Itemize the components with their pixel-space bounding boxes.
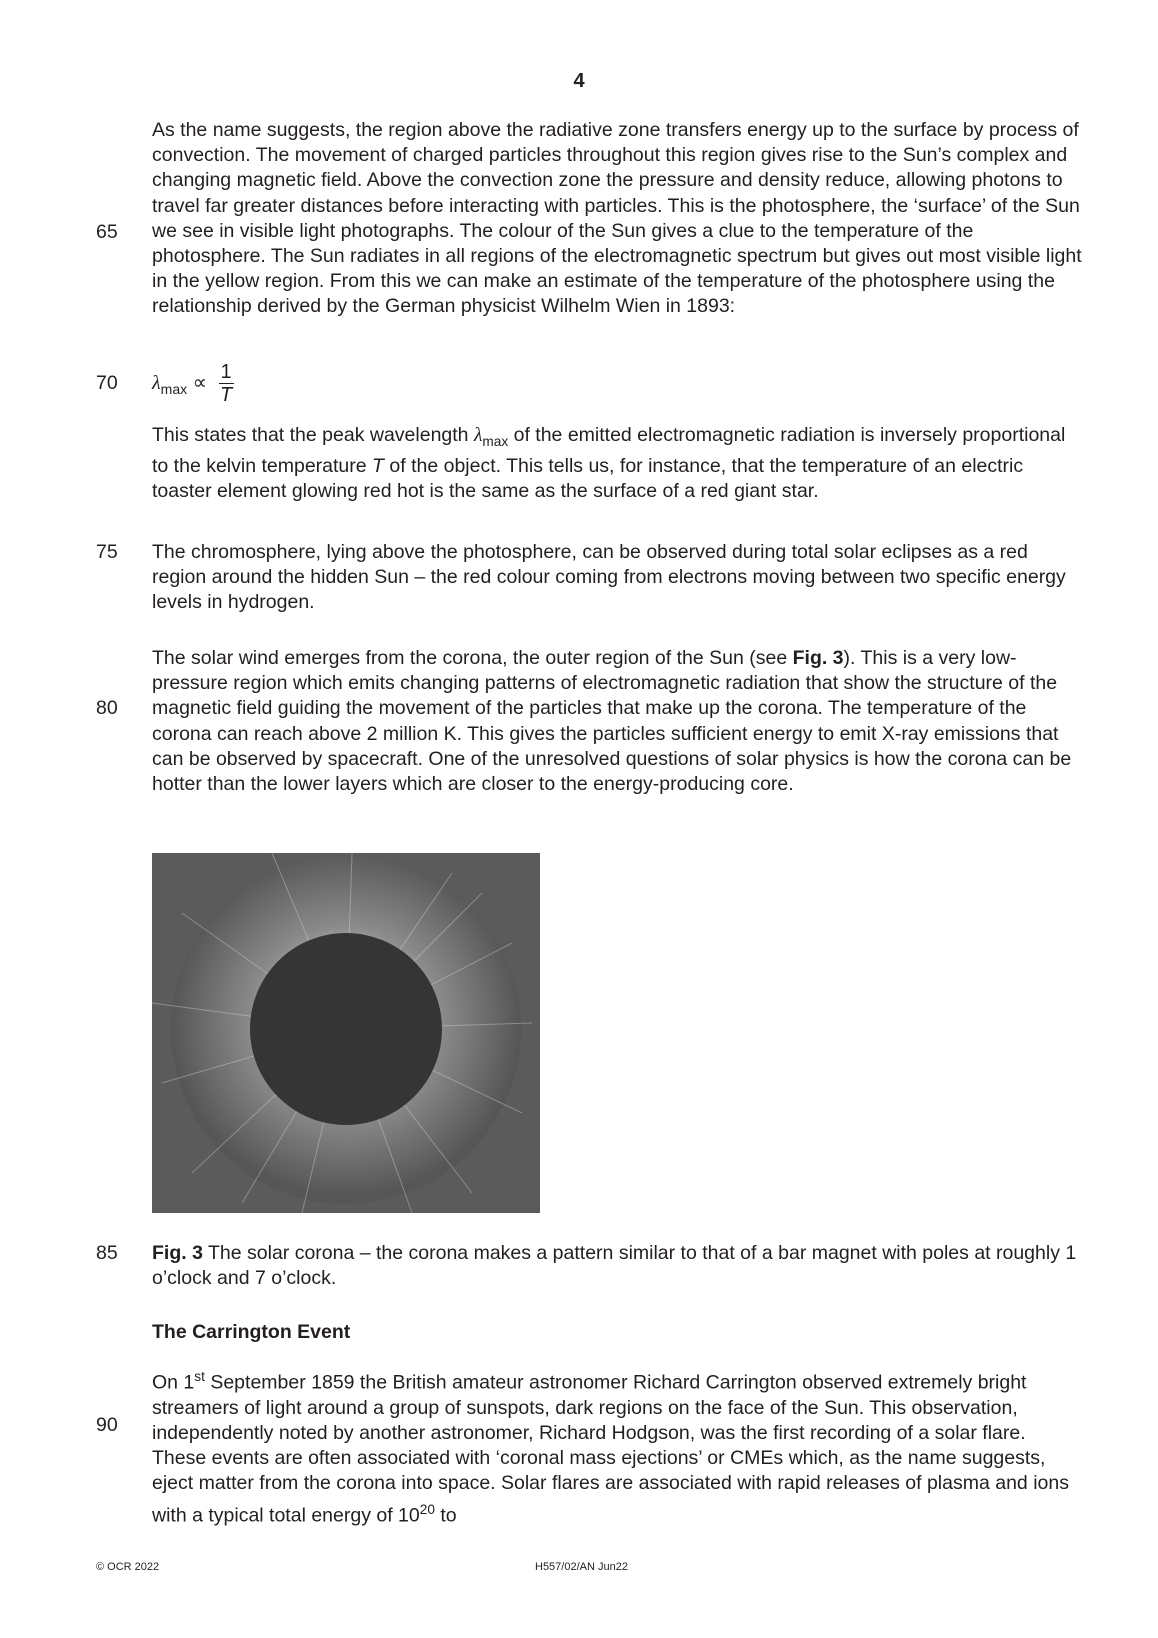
lambda-subscript: max [160, 380, 188, 397]
fig-reference: Fig. 3 [792, 647, 844, 669]
exponent: 20 [419, 1501, 435, 1517]
line-number-70: 70 [96, 372, 118, 394]
wien-text-b: of the emitted electromagnetic radiation is inversely proportional to the kelvin temperature [152, 424, 1066, 478]
wien-T: T [372, 455, 384, 478]
caption-text: The solar corona – the corona makes a pattern similar to that of a bar magnet with poles at roughly 1 o’clock and 7 o’clock. [152, 1242, 1077, 1290]
fraction-denominator: T [220, 384, 233, 406]
wien-text-d: temperature of an electric toaster element glowing red hot is the same as the surface of a red giant star. [152, 455, 1024, 503]
page-number: 4 [573, 70, 585, 92]
section-heading: The Carrington Event [152, 1321, 351, 1343]
solar-corona-image [152, 853, 540, 1213]
carrington-text-c: to [440, 1504, 457, 1527]
fraction-numerator: 1 [220, 361, 232, 383]
footer-code: H557/02/AN Jun22 [535, 1561, 628, 1573]
corona-text-c: structure of the magnetic field guiding the movement of the particles that make up the corona. The temperature of the corona can reach above 2 million K. This gives the particles sufficient energy to emit X-ray emissions that can be observed by spacecraft. One of the unresolved questions of solar physics is how the corona can be hotter than the lower layers which are closer to the energy-producing core. [152, 672, 1072, 796]
lambda-symbol: λ [152, 371, 161, 394]
paragraph-convection: As the name suggests, the region above the radiative zone transfers energy up to the surface by process of convection. The movement of charged particles throughout this region gives rise to the Sun’s complex and changing magnetic field. Above the convection zone the pressure and density reduce, allowing photons to travel far greater distances before interacting with particles. This is the photosphere, the ‘surface’ of the Sun we see in visible light photographs. The colour of the Sun gives a clue to the temperature of the photosphere. The Sun radiates in all regions of the electromagnetic spectrum but gives out most visible light in the yellow region. From this we can make an estimate of the temperature of the photosphere using the relationship derived by the German physicist Wilhelm Wien in 1893: [152, 119, 1082, 318]
wien-text-a: This states that the peak wavelength [152, 424, 469, 446]
wien-lambda: λ [473, 425, 483, 446]
figure-caption [152, 1241, 1082, 1291]
wien-lambda-sub: max [482, 433, 509, 449]
line-number-65: 65 [96, 221, 118, 243]
wien-formula [152, 361, 234, 407]
footer-copyright: © OCR 2022 [96, 1561, 160, 1573]
proportional-symbol: ∝ [192, 371, 207, 394]
paragraph-wien [152, 423, 1082, 505]
wien-text-c: of the object. This tells us, for instance, that the [389, 455, 797, 478]
paragraph-carrington [152, 1364, 1082, 1528]
line-number-80: 80 [96, 697, 118, 719]
carrington-text-a: On 1 [152, 1371, 195, 1394]
line-number-90: 90 [96, 1414, 118, 1436]
corona-illustration [152, 853, 540, 1213]
ordinal-suffix: st [194, 1369, 205, 1384]
line-number-75: 75 [96, 541, 118, 563]
corona-text-b: ). This is a very low-pressure region which emits changing patterns of electromagnetic radiation that show the [152, 647, 1017, 695]
paragraph-corona [152, 646, 1082, 797]
fraction [219, 361, 234, 406]
line-number-85: 85 [96, 1242, 118, 1264]
carrington-text-b: September 1859 the British amateur astronomer Richard Carrington observed extremely bright streamers of light around a group of sunspots, dark regions on the face of the Sun. This observation, independently noted by another astronomer, Richard Hodgson, was the first recording of a solar flare. These events are often associated with ‘coronal mass ejections’ or CMEs which, as the name suggests, eject matter from the corona into space. Solar flares are associated with rapid releases of plasma and ions with a typical total energy of 10 [152, 1371, 1069, 1527]
caption-label: Fig. 3 [152, 1242, 203, 1264]
corona-text-a: The solar wind emerges from the corona, the outer region of the Sun (see [152, 647, 788, 669]
paragraph-chromosphere: The chromosphere, lying above the photosphere, can be observed during total solar eclipses as a red region around the hidden Sun – the red colour coming from electrons moving between two specific energy levels in hydrogen. [152, 541, 1066, 614]
